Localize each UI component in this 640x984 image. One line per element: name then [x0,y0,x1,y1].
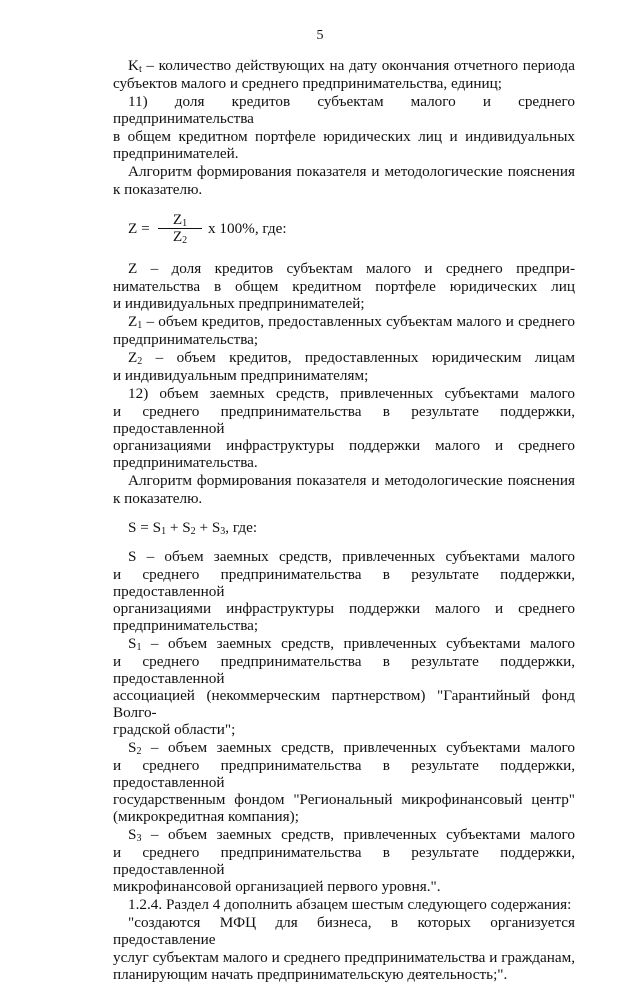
item-11-body [113,128,575,162]
s1-symbol: S [128,635,137,652]
s3-def-line-3: микрофинансовой организацией первого уровня.". [113,878,441,895]
z-definition-body [113,278,575,312]
denominator-base: Z [172,228,183,245]
s2-subscript: 2 [136,746,142,757]
z2-definition [113,349,575,366]
algorithm-note-2 [113,472,575,489]
item-1-2-4: 1.2.4. Раздел 4 дополнить абзацем шестым следующего содержания: [128,896,572,913]
item-12-line-2: и среднего предпринимательства в результате поддержки, предоставленной [113,403,575,437]
z-def-line-1: Z – доля кредитов субъектам малого и среднего предпри- [128,260,575,277]
kt-definition: – количество действующих на дату окончания отчетного периода [141,57,575,74]
s3-symbol: S [128,826,137,843]
z1-def-line-2: предпринимательства; [113,331,259,348]
item-11-line-3: предпринимателей. [113,145,239,162]
item-11-line-2: в общем кредитном портфеле юридических лиц и индивидуальных [113,128,575,145]
s1-def-line-1: – объем заемных средств, привлеченных субъектами малого [141,635,575,652]
formula-s-plus-2: + S [195,519,221,536]
s3-def-line-2: и среднего предпринимательства в результате поддержки, предоставленной [113,844,575,878]
s-definition [113,548,575,565]
algo1-line-1: Алгоритм формирования показателя и методологические пояснения [128,163,575,180]
formula-s-plus-1: + S [166,519,191,536]
formula-s-lhs: S = S [128,519,162,536]
quote-body [113,949,575,983]
algo2-line-2: к показателю. [113,490,203,507]
formula-s [128,519,575,536]
s2-definition [113,739,575,756]
denominator-sub: 2 [182,235,188,246]
quote-line-2: услуг субъектам малого и среднего предпринимательства и гражданам, [113,949,575,966]
item-12-line-3: организациями инфраструктуры поддержки малого и среднего [113,437,575,454]
algorithm-note-1 [113,163,575,180]
quote-line-3: планирующим начать предпринимательскую деятельность;". [113,966,508,983]
paragraph-kt-cont: субъектов малого и среднего предпринимательства, единиц; [113,75,502,92]
s-definition-body [113,566,575,634]
item-11-line-1: 11) доля кредитов субъектам малого и среднего предпринимательства [113,93,575,127]
kt-subscript: t [138,64,142,75]
s1-subscript: 1 [136,642,142,653]
s-def-line-4: предпринимательства; [113,617,259,634]
z1-def-line-1: – объем кредитов, предоставленных субъектам малого и среднего [142,313,575,330]
s1-definition [113,635,575,652]
z1-symbol: Z [128,313,138,330]
z1-definition [113,313,575,330]
z-definition [113,260,575,277]
numerator-base: Z [172,211,183,228]
formula-z-fraction [158,212,202,244]
s3-definition [113,826,575,843]
formula-s-tail: , где: [225,519,258,536]
item-11 [113,93,575,127]
document-body [113,57,575,984]
formula-z-tail: x 100%, где: [208,220,287,237]
s2-def-line-1: – объем заемных средств, привлеченных субъектами малого [141,739,575,756]
s3-sub: 3 [220,526,226,537]
formula-z-numerator [158,212,202,227]
algo2-line-1: Алгоритм формирования показателя и методологические пояснения [128,472,575,489]
quote-line-1: "создаются МФЦ для бизнеса, в которых организуется предоставление [113,914,575,948]
z2-subscript: 2 [137,356,143,367]
formula-z-denominator [158,229,202,244]
item-12-line-4: предпринимательства. [113,454,258,471]
s3-subscript: 3 [136,833,142,844]
numerator-sub: 1 [182,218,188,229]
item-12-line-1: 12) объем заемных средств, привлеченных субъектами малого [128,385,575,402]
quote [113,914,575,948]
s3-def-line-1: – объем заемных средств, привлеченных субъектами малого [141,826,575,843]
s1-sub: 1 [161,526,167,537]
s-def-line-2: и среднего предпринимательства в результате поддержки, предоставленной [113,566,575,600]
z-def-line-3: и индивидуальных предпринимателей; [113,295,365,312]
s1-def-line-2: и среднего предпринимательства в результате поддержки, предоставленной [113,653,575,687]
z2-def-line-2: и индивидуальным предпринимателям; [113,367,369,384]
z2-symbol: Z [128,349,138,366]
paragraph-kt [113,57,575,74]
s2-definition-body [113,757,575,825]
s3-definition-body [113,844,575,895]
item-12-body [113,403,575,471]
formula-z [128,212,575,246]
s2-sub: 2 [190,526,196,537]
z2-def-line-1: – объем кредитов, предоставленных юридическим лицам [142,349,575,366]
s-def-line-1: S – объем заемных средств, привлеченных субъектами малого [128,548,575,565]
z-def-line-2: нимательства в общем кредитном портфеле юридических лиц [113,278,575,295]
z1-subscript: 1 [137,320,143,331]
s2-symbol: S [128,739,137,756]
page-number: 5 [316,28,324,43]
kt-symbol: K [128,57,139,74]
algo1-line-2: к показателю. [113,181,203,198]
s2-def-line-3: государственным фондом "Региональный микрофинансовый центр" [113,791,575,808]
s1-def-line-3: ассоциацией (некоммерческим партнерством) "Гарантийный фонд Волго- [113,687,575,721]
s2-def-line-2: и среднего предпринимательства в результате поддержки, предоставленной [113,757,575,791]
s-def-line-3: организациями инфраструктуры поддержки малого и среднего [113,600,575,617]
s2-def-line-4: (микрокредитная компания); [113,808,299,825]
formula-z-lhs: Z = [128,220,150,237]
s1-definition-body [113,653,575,738]
s1-def-line-4: градской области"; [113,721,236,738]
item-12 [113,385,575,402]
